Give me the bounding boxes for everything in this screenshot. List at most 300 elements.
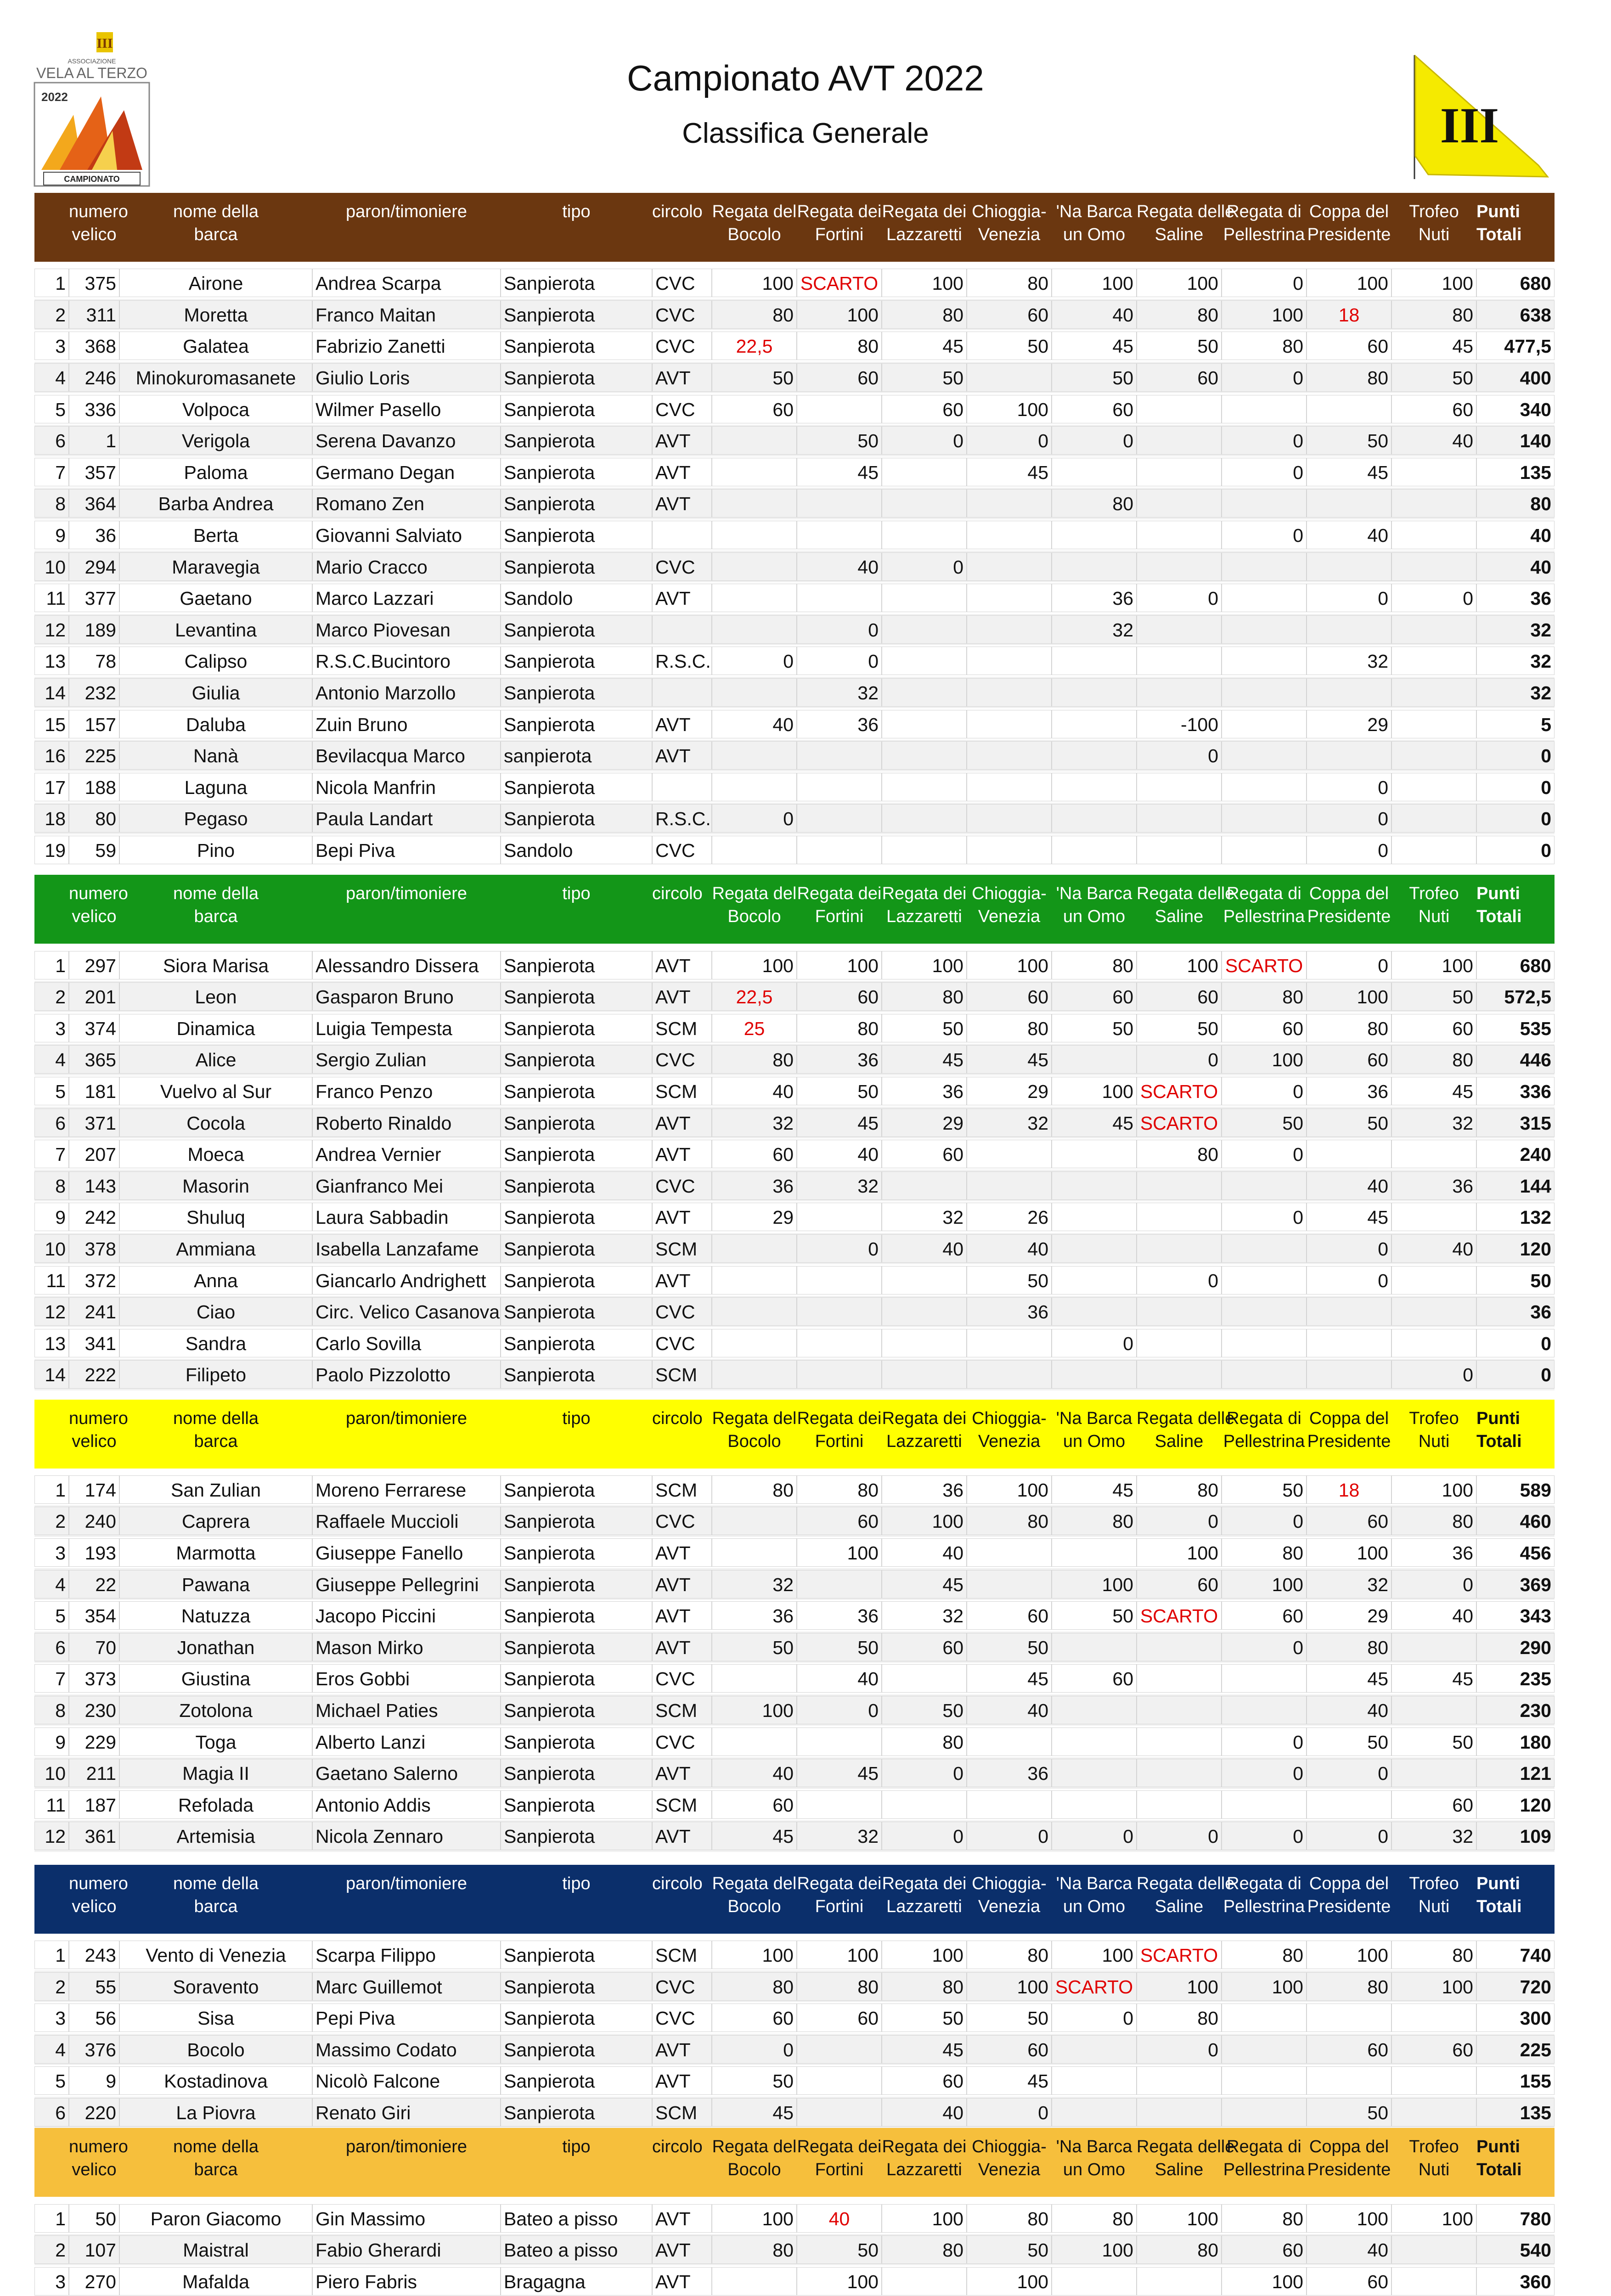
table-cell: 360 bbox=[1476, 2267, 1555, 2296]
table-cell: Sanpierota bbox=[501, 1696, 652, 1724]
table-cell: Renato Giri bbox=[312, 2098, 501, 2127]
table-cell: 10 bbox=[34, 552, 69, 581]
table-cell: 220 bbox=[69, 2098, 119, 2127]
table-cell bbox=[712, 741, 797, 770]
table-cell: 50 bbox=[1052, 363, 1137, 392]
table-cell: CVC bbox=[652, 1297, 712, 1326]
table-cell: 372 bbox=[69, 1266, 119, 1294]
table-cell: Raffaele Muccioli bbox=[312, 1507, 501, 1535]
table-cell: 36 bbox=[1476, 584, 1555, 612]
table-cell: 60 bbox=[967, 2035, 1052, 2064]
table-cell bbox=[1391, 521, 1476, 549]
table-cell bbox=[967, 1329, 1052, 1357]
table-cell: 144 bbox=[1476, 1171, 1555, 1200]
table-cell: 374 bbox=[69, 1014, 119, 1042]
table-cell: 26 bbox=[967, 1203, 1052, 1231]
sail-logo bbox=[1401, 51, 1557, 188]
table-cell bbox=[967, 710, 1052, 738]
table-cell: 0 bbox=[1476, 741, 1555, 770]
table-cell bbox=[1222, 615, 1307, 644]
table-cell: 0 bbox=[1222, 1822, 1307, 1850]
table-row bbox=[34, 1632, 1555, 1663]
table-cell: 45 bbox=[967, 2066, 1052, 2095]
table-cell: Sanpierota bbox=[501, 300, 652, 329]
table-cell: 0 bbox=[1476, 804, 1555, 833]
table-cell: Soravento bbox=[119, 1972, 312, 2001]
table-cell bbox=[882, 1790, 967, 1819]
column-header: Regata dei Fortini bbox=[797, 1408, 882, 1451]
table-cell: AVT bbox=[652, 1759, 712, 1787]
table-cell: SCM bbox=[652, 1360, 712, 1389]
table-cell: 354 bbox=[69, 1601, 119, 1630]
table-cell bbox=[712, 1728, 797, 1756]
table-cell: AVT bbox=[652, 710, 712, 738]
table-cell bbox=[1052, 773, 1137, 801]
table-cell: 80 bbox=[1052, 951, 1137, 979]
table-cell: Zotolona bbox=[119, 1696, 312, 1724]
table-cell: 0 bbox=[1222, 1728, 1307, 1756]
table-cell: Gin Massimo bbox=[312, 2204, 501, 2233]
table-cell: Sanpierota bbox=[501, 395, 652, 423]
column-header: tipo bbox=[562, 202, 591, 221]
table-cell: Refolada bbox=[119, 1790, 312, 1819]
table-cell: CVC bbox=[652, 1171, 712, 1200]
table-cell: 365 bbox=[69, 1045, 119, 1074]
table-cell: 60 bbox=[1052, 1664, 1137, 1693]
table-cell bbox=[1052, 1696, 1137, 1724]
table-cell: Sanpierota bbox=[501, 1140, 652, 1168]
logo-association: ASSOCIAZIONE bbox=[68, 57, 116, 65]
column-header: Regata delle Saline bbox=[1137, 1408, 1235, 1451]
table-cell: 246 bbox=[69, 363, 119, 392]
table-cell: Verigola bbox=[119, 426, 312, 455]
table-cell: 25 bbox=[712, 1014, 797, 1042]
table-cell bbox=[1391, 678, 1476, 707]
table-cell: 40 bbox=[1307, 521, 1391, 549]
column-header: paron/timoniere bbox=[345, 884, 468, 904]
table-cell bbox=[712, 1234, 797, 1263]
table-cell: 6 bbox=[34, 426, 69, 455]
table-cell: Sanpierota bbox=[501, 1941, 652, 1969]
table-cell: 0 bbox=[1137, 1266, 1222, 1294]
table-cell: 60 bbox=[1391, 2035, 1476, 2064]
table-cell: 36 bbox=[1391, 1171, 1476, 1200]
table-row bbox=[34, 708, 1555, 740]
table-cell bbox=[1222, 1171, 1307, 1200]
table-cell: 0 bbox=[1307, 836, 1391, 864]
table-cell: CVC bbox=[652, 269, 712, 297]
table-cell: Paula Landart bbox=[312, 804, 501, 833]
table-cell: 29 bbox=[712, 1203, 797, 1231]
table-cell: SCARTO bbox=[1137, 1601, 1222, 1630]
table-cell bbox=[1222, 1664, 1307, 1693]
table-cell: 18 bbox=[1307, 300, 1391, 329]
table-cell bbox=[1137, 2098, 1222, 2127]
table-cell bbox=[1137, 615, 1222, 644]
table-cell: 80 bbox=[1391, 1941, 1476, 1969]
table-cell: Airone bbox=[119, 269, 312, 297]
table-cell bbox=[712, 1538, 797, 1567]
table-cell: Alberto Lanzi bbox=[312, 1728, 501, 1756]
table-cell: Alice bbox=[119, 1045, 312, 1074]
column-header: circolo bbox=[652, 884, 703, 904]
table-row bbox=[34, 1044, 1555, 1075]
column-header: 'Na Barca un Omo bbox=[1056, 1408, 1132, 1451]
table-cell: 80 bbox=[1052, 1507, 1137, 1535]
table-cell: 50 bbox=[1052, 1601, 1137, 1630]
table-row bbox=[34, 2097, 1555, 2128]
column-header: 'Na Barca un Omo bbox=[1056, 1874, 1132, 1916]
table-cell: Sanpierota bbox=[501, 1601, 652, 1630]
table-cell bbox=[797, 836, 882, 864]
table-cell: 0 bbox=[882, 426, 967, 455]
table-cell: SCARTO bbox=[1222, 951, 1307, 979]
table-cell: Pepi Piva bbox=[312, 2003, 501, 2032]
table-row bbox=[34, 1201, 1555, 1233]
table-cell: Filipeto bbox=[119, 1360, 312, 1389]
table-cell bbox=[712, 2267, 797, 2296]
table-cell: Maravegia bbox=[119, 552, 312, 581]
table-cell: 32 bbox=[1052, 615, 1137, 644]
table-cell bbox=[882, 489, 967, 518]
table-cell: 109 bbox=[1476, 1822, 1555, 1850]
table-cell bbox=[967, 552, 1052, 581]
table-cell: Bateo a pisso bbox=[501, 2235, 652, 2264]
table-cell: 80 bbox=[712, 300, 797, 329]
table-cell bbox=[797, 773, 882, 801]
table-cell: 3 bbox=[34, 1538, 69, 1567]
table-cell bbox=[1391, 1203, 1476, 1231]
table-cell: Moretta bbox=[119, 300, 312, 329]
table-cell: Isabella Lanzafame bbox=[312, 1234, 501, 1263]
table-cell: Sanpierota bbox=[501, 1633, 652, 1661]
table-cell: AVT bbox=[652, 951, 712, 979]
table-cell: 120 bbox=[1476, 1234, 1555, 1263]
table-cell: 50 bbox=[967, 1266, 1052, 1294]
table-cell: 5 bbox=[34, 1601, 69, 1630]
table-cell: Natuzza bbox=[119, 1601, 312, 1630]
table-cell: 720 bbox=[1476, 1972, 1555, 2001]
table-cell: AVT bbox=[652, 489, 712, 518]
column-header: numero velico bbox=[69, 2137, 128, 2180]
table-cell: 0 bbox=[1222, 521, 1307, 549]
table-cell bbox=[797, 2066, 882, 2095]
table-cell bbox=[882, 1171, 967, 1200]
table-cell: 60 bbox=[712, 395, 797, 423]
table-cell: 225 bbox=[1476, 2035, 1555, 2064]
table-cell bbox=[967, 773, 1052, 801]
table-cell: Carlo Sovilla bbox=[312, 1329, 501, 1357]
table-cell: Sanpierota bbox=[501, 804, 652, 833]
column-header bbox=[34, 193, 69, 200]
section-rows bbox=[34, 1469, 1555, 1852]
table-cell: 100 bbox=[1307, 2204, 1391, 2233]
table-cell: 240 bbox=[69, 1507, 119, 1535]
column-header: paron/timoniere bbox=[345, 202, 468, 221]
table-cell: 0 bbox=[1137, 584, 1222, 612]
table-row bbox=[34, 1075, 1555, 1107]
table-cell: R.S.C. bbox=[652, 804, 712, 833]
column-header: nome della barca bbox=[173, 884, 259, 927]
table-cell: Sanpierota bbox=[501, 1570, 652, 1598]
table-cell bbox=[1391, 1297, 1476, 1326]
table-cell: 80 bbox=[882, 982, 967, 1011]
table-cell: 80 bbox=[882, 1728, 967, 1756]
column-header: Trofeo Nuti bbox=[1409, 1408, 1459, 1451]
table-cell bbox=[797, 804, 882, 833]
table-cell: Sanpierota bbox=[501, 1822, 652, 1850]
table-cell: 4 bbox=[34, 1570, 69, 1598]
column-header: Regata dei Lazzaretti bbox=[882, 202, 967, 244]
table-cell: 155 bbox=[1476, 2066, 1555, 2095]
table-cell: CVC bbox=[652, 552, 712, 581]
table-cell bbox=[882, 1664, 967, 1693]
table-cell: 311 bbox=[69, 300, 119, 329]
table-cell: 589 bbox=[1476, 1475, 1555, 1504]
table-cell: Magia II bbox=[119, 1759, 312, 1787]
table-cell bbox=[882, 710, 967, 738]
table-cell: Minokuromasanete bbox=[119, 363, 312, 392]
table-cell: 5 bbox=[34, 2066, 69, 2095]
table-cell bbox=[1137, 552, 1222, 581]
table-cell bbox=[1137, 1171, 1222, 1200]
table-cell: 780 bbox=[1476, 2204, 1555, 2233]
table-cell bbox=[1137, 395, 1222, 423]
column-header: 'Na Barca un Omo bbox=[1056, 884, 1132, 927]
table-cell bbox=[1137, 1297, 1222, 1326]
column-header bbox=[34, 2128, 69, 2135]
table-cell: 36 bbox=[1052, 584, 1137, 612]
table-cell: 230 bbox=[69, 1696, 119, 1724]
table-cell: Sanpierota bbox=[501, 615, 652, 644]
table-cell: 140 bbox=[1476, 426, 1555, 455]
table-cell: 80 bbox=[967, 2204, 1052, 2233]
table-cell: Gianfranco Mei bbox=[312, 1171, 501, 1200]
table-cell: Scarpa Filippo bbox=[312, 1941, 501, 1969]
column-header: Coppa del Presidente bbox=[1307, 1874, 1391, 1916]
table-cell bbox=[967, 1538, 1052, 1567]
column-header: numero velico bbox=[69, 1408, 128, 1451]
table-cell: 143 bbox=[69, 1171, 119, 1200]
table-cell: 229 bbox=[69, 1728, 119, 1756]
table-cell: Gaetano Salerno bbox=[312, 1759, 501, 1787]
table-cell: 0 bbox=[967, 2098, 1052, 2127]
table-cell: 36 bbox=[1307, 1077, 1391, 1105]
table-cell: 188 bbox=[69, 773, 119, 801]
table-cell: 50 bbox=[797, 426, 882, 455]
table-cell: 36 bbox=[712, 1171, 797, 1200]
table-cell: 100 bbox=[1052, 1077, 1137, 1105]
table-cell: SCM bbox=[652, 1475, 712, 1504]
column-header: numero velico bbox=[69, 202, 128, 244]
table-cell: Sanpierota bbox=[501, 678, 652, 707]
table-cell: 80 bbox=[797, 332, 882, 360]
table-cell: Germano Degan bbox=[312, 458, 501, 486]
table-cell: Antonio Addis bbox=[312, 1790, 501, 1819]
table-cell: 100 bbox=[1137, 269, 1222, 297]
table-cell bbox=[1222, 1266, 1307, 1294]
table-cell: Levantina bbox=[119, 615, 312, 644]
table-cell: Vento di Venezia bbox=[119, 1941, 312, 1969]
table-cell bbox=[1307, 1297, 1391, 1326]
table-cell: Giuseppe Fanello bbox=[312, 1538, 501, 1567]
column-header: Regata di Pellestrina bbox=[1223, 2137, 1305, 2180]
table-cell: SCARTO bbox=[1137, 1941, 1222, 1969]
table-cell: 60 bbox=[1222, 1601, 1307, 1630]
table-cell bbox=[712, 1360, 797, 1389]
table-row bbox=[34, 645, 1555, 677]
table-cell: 80 bbox=[882, 2235, 967, 2264]
column-header bbox=[34, 1865, 69, 1872]
table-cell: Jacopo Piccini bbox=[312, 1601, 501, 1630]
table-cell: 0 bbox=[1476, 836, 1555, 864]
table-cell: 60 bbox=[882, 395, 967, 423]
table-cell: 7 bbox=[34, 1140, 69, 1168]
table-cell: 60 bbox=[797, 982, 882, 1011]
table-cell: 60 bbox=[1391, 1790, 1476, 1819]
table-cell: Piero Fabris bbox=[312, 2267, 501, 2296]
table-cell: 0 bbox=[1307, 773, 1391, 801]
table-cell: Nicola Zennaro bbox=[312, 1822, 501, 1850]
table-cell: Gaetano bbox=[119, 584, 312, 612]
table-cell bbox=[1052, 647, 1137, 675]
column-header: circolo bbox=[652, 2137, 703, 2157]
table-cell bbox=[712, 836, 797, 864]
table-cell: 80 bbox=[1222, 2204, 1307, 2233]
table-cell: 80 bbox=[1307, 1014, 1391, 1042]
table-cell: AVT bbox=[652, 1140, 712, 1168]
table-cell: Sandra bbox=[119, 1329, 312, 1357]
table-cell bbox=[1052, 2267, 1137, 2296]
table-cell: 0 bbox=[712, 804, 797, 833]
table-cell: 13 bbox=[34, 647, 69, 675]
table-cell: 1 bbox=[34, 1475, 69, 1504]
table-cell bbox=[712, 773, 797, 801]
table-cell: 80 bbox=[967, 1014, 1052, 1042]
column-header: Chioggia- Venezia bbox=[972, 1874, 1047, 1916]
table-cell: 45 bbox=[797, 1109, 882, 1137]
table-cell: 0 bbox=[1137, 2035, 1222, 2064]
table-cell bbox=[797, 2035, 882, 2064]
section-rows bbox=[34, 1934, 1555, 2128]
table-cell: 187 bbox=[69, 1790, 119, 1819]
table-cell: 100 bbox=[882, 1941, 967, 1969]
table-cell: 100 bbox=[967, 1475, 1052, 1504]
table-cell: 45 bbox=[882, 1570, 967, 1598]
table-cell: 341 bbox=[69, 1329, 119, 1357]
table-cell: 378 bbox=[69, 1234, 119, 1263]
table-cell: Michael Paties bbox=[312, 1696, 501, 1724]
table-cell: Fabio Gherardi bbox=[312, 2235, 501, 2264]
table-cell: 32 bbox=[797, 1171, 882, 1200]
table-cell bbox=[797, 741, 882, 770]
table-row bbox=[34, 1012, 1555, 1044]
standings-section bbox=[34, 1865, 1555, 2128]
table-cell: AVT bbox=[652, 1633, 712, 1661]
table-cell: 572,5 bbox=[1476, 982, 1555, 1011]
table-cell: 232 bbox=[69, 678, 119, 707]
table-cell: 80 bbox=[1137, 2235, 1222, 2264]
table-row bbox=[34, 771, 1555, 803]
table-cell: 0 bbox=[1391, 584, 1476, 612]
table-cell: -100 bbox=[1137, 710, 1222, 738]
table-cell bbox=[1391, 710, 1476, 738]
column-header: Punti Totali bbox=[1476, 2137, 1522, 2180]
column-header: circolo bbox=[652, 202, 703, 221]
table-cell: 12 bbox=[34, 1297, 69, 1326]
table-cell: Jonathan bbox=[119, 1633, 312, 1661]
section-rows bbox=[34, 262, 1555, 866]
column-header: Regata delle Saline bbox=[1137, 884, 1235, 927]
table-cell: 9 bbox=[34, 1728, 69, 1756]
table-cell bbox=[652, 521, 712, 549]
table-cell: 0 bbox=[1307, 804, 1391, 833]
table-cell: 680 bbox=[1476, 269, 1555, 297]
table-cell bbox=[1391, 647, 1476, 675]
table-row bbox=[34, 330, 1555, 362]
table-cell bbox=[797, 1728, 882, 1756]
table-cell: 50 bbox=[967, 332, 1052, 360]
table-cell: Sanpierota bbox=[501, 1171, 652, 1200]
table-cell: 0 bbox=[882, 552, 967, 581]
table-cell: Toga bbox=[119, 1728, 312, 1756]
standings-section bbox=[34, 875, 1555, 1390]
table-cell bbox=[1222, 1329, 1307, 1357]
column-header: Punti Totali bbox=[1476, 884, 1522, 927]
table-cell: 11 bbox=[34, 584, 69, 612]
table-cell bbox=[967, 489, 1052, 518]
table-cell bbox=[1052, 521, 1137, 549]
table-cell bbox=[967, 1790, 1052, 1819]
column-header: paron/timoniere bbox=[345, 2137, 468, 2157]
table-cell bbox=[1052, 1790, 1137, 1819]
table-cell: CVC bbox=[652, 1728, 712, 1756]
table-cell: 100 bbox=[1391, 1972, 1476, 2001]
section-header bbox=[34, 875, 1555, 944]
table-row bbox=[34, 1694, 1555, 1726]
table-cell bbox=[1391, 836, 1476, 864]
table-cell: 45 bbox=[1307, 1203, 1391, 1231]
table-cell: 80 bbox=[882, 1972, 967, 2001]
table-cell bbox=[1222, 804, 1307, 833]
column-header: Coppa del Presidente bbox=[1307, 2137, 1391, 2180]
table-cell: 45 bbox=[1391, 1664, 1476, 1693]
table-cell: Paloma bbox=[119, 458, 312, 486]
table-cell: 80 bbox=[712, 1045, 797, 1074]
table-cell: 297 bbox=[69, 951, 119, 979]
table-cell: 80 bbox=[1391, 300, 1476, 329]
table-cell bbox=[882, 521, 967, 549]
table-cell: 60 bbox=[882, 1633, 967, 1661]
table-cell: 0 bbox=[1391, 1360, 1476, 1389]
table-cell bbox=[1137, 1633, 1222, 1661]
table-cell bbox=[1052, 678, 1137, 707]
table-cell: Sanpierota bbox=[501, 1475, 652, 1504]
table-cell: 50 bbox=[1476, 1266, 1555, 1294]
table-cell: Marco Lazzari bbox=[312, 584, 501, 612]
table-cell: 36 bbox=[882, 1077, 967, 1105]
table-cell: 60 bbox=[1052, 982, 1137, 1011]
table-row bbox=[34, 2234, 1555, 2266]
table-cell: 540 bbox=[1476, 2235, 1555, 2264]
table-cell: 364 bbox=[69, 489, 119, 518]
table-cell: 50 bbox=[1137, 332, 1222, 360]
table-cell: San Zulian bbox=[119, 1475, 312, 1504]
table-cell: 4 bbox=[34, 2035, 69, 2064]
table-cell: 0 bbox=[1222, 426, 1307, 455]
column-header: Trofeo Nuti bbox=[1409, 202, 1459, 244]
table-cell: Sanpierota bbox=[501, 1109, 652, 1137]
